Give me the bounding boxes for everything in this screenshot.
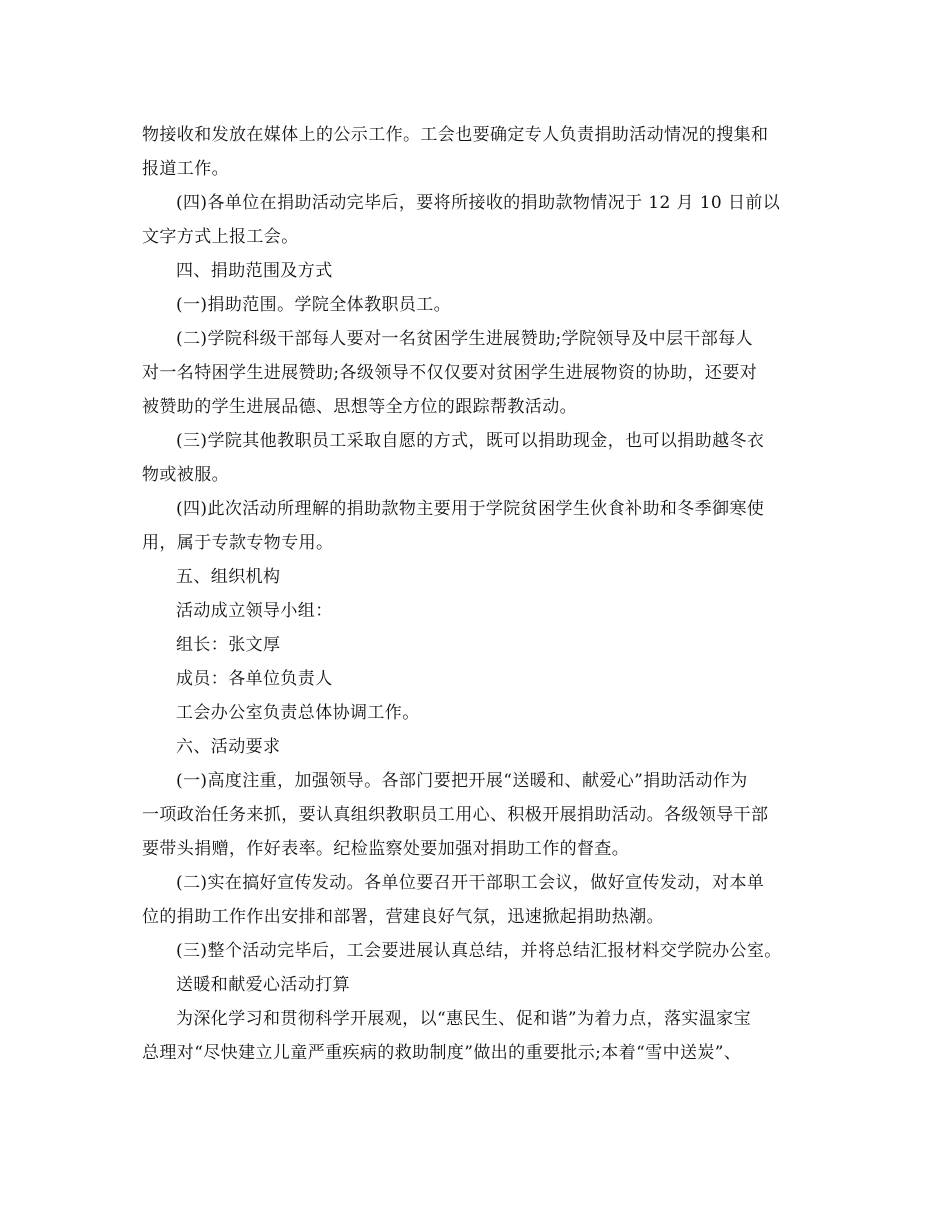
text-line: 组长：张文厚 — [176, 635, 281, 655]
text-line: (三)整个活动完毕后，工会要进展认真总结，并将总结汇报材料交学院办公室。 — [176, 941, 782, 961]
text-line: (二)学院科级干部每人要对一名贫困学生进展赞助;学院领导及中层干部每人 — [176, 329, 753, 349]
text-line: 物或被服。 — [142, 465, 229, 485]
text-line: (二)实在搞好宣传发动。各单位要召开干部职工会议，做好宣传发动，对本单 — [176, 873, 765, 893]
text-line: 要带头捐赠，作好表率。纪检监察处要加强对捐助工作的督查。 — [142, 839, 630, 859]
text-line: 五、组织机构 — [176, 567, 281, 587]
text-line: 活动成立领导小组： — [176, 601, 333, 621]
text-line: 被赞助的学生进展品德、思想等全方位的跟踪帮教活动。 — [142, 397, 577, 417]
text-line: 总理对“尽快建立儿童严重疾病的救助制度”做出的重要批示;本着“雪中送炭”、 — [142, 1043, 742, 1063]
text-line: 送暖和献爱心活动打算 — [176, 975, 350, 995]
text-line: 用，属于专款专物专用。 — [142, 533, 334, 553]
text-line: (三)学院其他教职员工采取自愿的方式，既可以捐助现金，也可以捐助越冬衣 — [176, 431, 765, 451]
text-line: 一项政治任务来抓，要认真组织教职员工用心、积极开展捐助活动。各级领导干部 — [142, 805, 769, 825]
text-line: 工会办公室负责总体协调工作。 — [176, 703, 420, 723]
text-line: 物接收和发放在媒体上的公示工作。工会也要确定专人负责捐助活动情况的搜集和 — [142, 125, 769, 145]
text-line: 报道工作。 — [142, 159, 229, 179]
text-line: (四)此次活动所理解的捐助款物主要用于学院贫困学生伙食补助和冬季御寒使 — [176, 499, 765, 519]
text-line: 为深化学习和贯彻科学开展观，以“惠民生、促和谐”为着力点，落实温家宝 — [176, 1009, 751, 1029]
text-line: 成员：各单位负责人 — [176, 669, 333, 689]
document-body — [142, 118, 832, 1070]
text-line: (四)各单位在捐助活动完毕后，要将所接收的捐助款物情况于 12 月 10 日前以 — [176, 193, 781, 213]
text-line: 四、捐助范围及方式 — [176, 261, 333, 281]
text-line: 六、活动要求 — [176, 737, 281, 757]
text-line: (一)高度注重，加强领导。各部门要把开展“送暖和、献爱心”捐助活动作为 — [176, 771, 748, 791]
text-line: 位的捐助工作作出安排和部署，营建良好气氛，迅速掀起捐助热潮。 — [142, 907, 664, 927]
text-line: 文字方式上报工会。 — [142, 227, 299, 247]
text-line: 对一名特困学生进展赞助;各级领导不仅仅要对贫困学生进展物资的协助，还要对 — [142, 363, 758, 383]
text-line: (一)捐助范围。学院全体教职员工。 — [176, 295, 452, 315]
